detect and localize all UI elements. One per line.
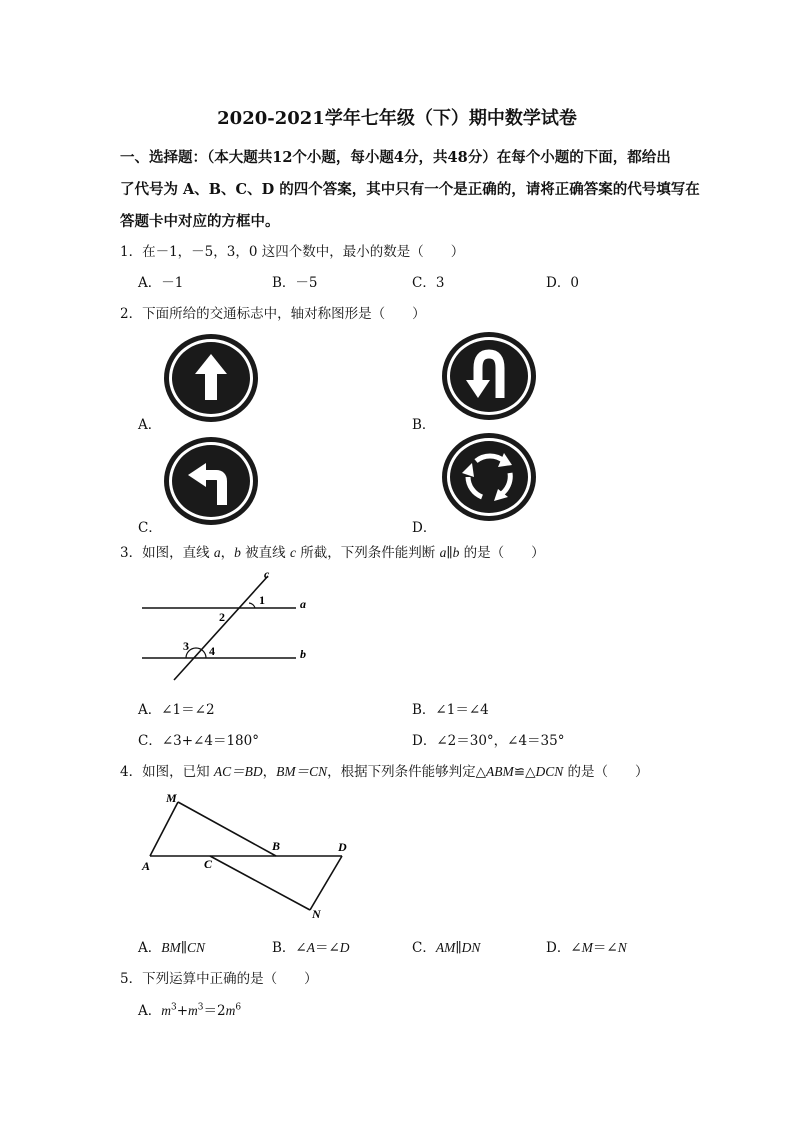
section-instructions-line2: 了代号为 A、B、C、D 的四个答案，其中只有一个是正确的，请将正确答案的代号填写在 <box>120 181 700 198</box>
page-title: 2020-2021学年七年级（下）期中数学试卷 <box>217 108 577 129</box>
label-c: C <box>204 857 213 871</box>
question-2-option-b: B． <box>412 417 436 433</box>
parallel-lines-figure <box>130 566 330 690</box>
line-c <box>174 576 268 680</box>
label-a: A <box>142 859 151 873</box>
question-4-option-c: C．AM∥DN <box>412 940 481 956</box>
question-2-option-a: A． <box>138 417 162 433</box>
left-turn-sign-icon <box>164 437 258 525</box>
question-1-option-d: D．0 <box>546 275 579 291</box>
label-angle-3: 3 <box>183 639 189 653</box>
question-3-option-b: B．∠1＝∠4 <box>412 702 489 718</box>
straight-ahead-sign-icon <box>164 334 258 422</box>
question-2-stem: 2．下面所给的交通标志中，轴对称图形是（ ） <box>120 306 426 322</box>
label-d: D <box>338 840 347 854</box>
segment-dn <box>310 856 342 910</box>
label-n: N <box>312 907 321 921</box>
question-2-option-d: D． <box>412 520 437 536</box>
question-1-option-a: A．－1 <box>138 275 184 291</box>
label-m: M <box>166 791 177 805</box>
label-a: a <box>300 597 306 611</box>
label-angle-1: 1 <box>259 593 265 607</box>
triangles-figure <box>132 786 362 922</box>
section-instructions-line3: 答题卡中对应的方框中。 <box>120 213 280 230</box>
roundabout-sign-icon <box>442 433 536 521</box>
label-b: b <box>300 647 306 661</box>
question-3-option-a: A．∠1＝∠2 <box>138 702 215 718</box>
section-instructions-line1: 一、选择题：（本大题共12个小题，每小题4分，共48分）在每个小题的下面，都给出 <box>120 149 671 166</box>
question-4-stem: 4．如图，已知 AC＝BD，BM＝CN，根据下列条件能够判定△ABM≌△DCN 的是（ ） <box>120 764 649 780</box>
question-3-option-d: D．∠2＝30°，∠4＝35° <box>412 733 565 749</box>
label-b: B <box>272 839 281 853</box>
question-5-stem: 5．下列运算中正确的是（ ） <box>120 971 318 987</box>
question-1-stem: 1．在－1，－5，3，0 这四个数中，最小的数是（ ） <box>120 244 465 260</box>
question-3-stem: 3．如图，直线 a，b 被直线 c 所截，下列条件能判断 a∥b 的是（ ） <box>120 545 545 561</box>
question-4-option-b: B．∠A＝∠D <box>272 940 350 956</box>
label-c: c <box>264 567 270 581</box>
question-1-option-b: B．－5 <box>272 275 318 291</box>
question-2-option-c: C． <box>138 520 162 536</box>
question-3-option-c: C．∠3+∠4＝180° <box>138 733 259 749</box>
label-angle-2: 2 <box>219 610 225 624</box>
label-angle-4: 4 <box>209 644 215 658</box>
question-4-option-a: A．BM∥CN <box>138 940 205 956</box>
u-turn-sign-icon <box>442 332 536 420</box>
question-5-option-a: A．$m^3+m^3=2m^6$ <box>138 1002 242 1019</box>
segment-mb <box>178 802 276 856</box>
question-4-option-d: D．∠M＝∠N <box>546 940 627 956</box>
segment-am <box>150 802 178 856</box>
question-1-option-c: C．3 <box>412 275 445 291</box>
segment-cn <box>210 856 310 910</box>
